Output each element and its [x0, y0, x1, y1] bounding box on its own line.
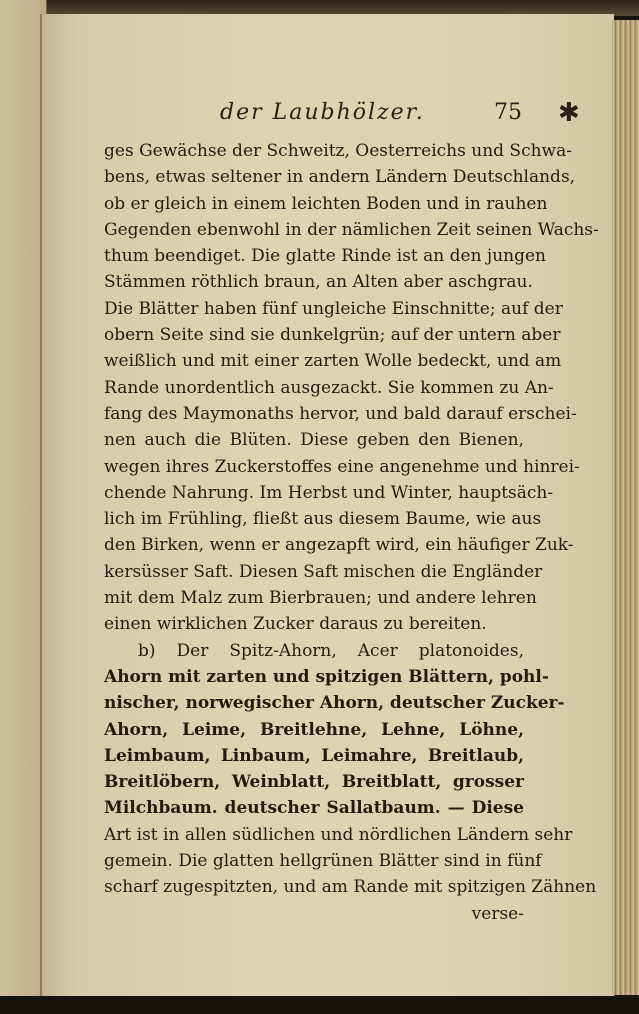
text-line: Ahorn mit zarten und spitzigen Blättern, pohl- [104, 666, 549, 687]
text-line: Ahorn, Leime, Breitlehne, Lehne, Löhne, [104, 719, 524, 740]
ornament-icon: ✱ [558, 98, 580, 128]
text-line: ges Gewächse der Schweitz, Oesterreichs und Schwa- [104, 141, 572, 161]
text-line: Stämmen röthlich braun, an Alten aber aschgrau. [104, 272, 533, 293]
text-line: den Birken, wenn er angezapft wird, ein häufiger Zuk- [104, 535, 574, 556]
text-line: Breitlöbern, Weinblatt, Breitblatt, grosser [104, 772, 524, 793]
text-line: gemein. Die glatten hellgrünen Blätter sind in fünf [104, 851, 542, 872]
background-bottom [0, 996, 639, 1014]
text-line: bens, etwas seltener in andern Ländern Deutschlands, [104, 167, 576, 188]
text-line: lich im Frühling, fließt aus diesem Baume, wie aus [104, 509, 542, 530]
text-line: Rande unordentlich ausgezackt. Sie kommen zu An- [104, 377, 554, 398]
text-line: b) Der Spitz-Ahorn, Acer platonoides, [138, 640, 524, 661]
text-line: wegen ihres Zuckerstoffes eine angenehme und hinrei- [104, 456, 580, 477]
text-line: Milchbaum. deutscher Sallatbaum. — Diese [104, 798, 524, 819]
catchword: verse- [471, 903, 524, 924]
text-line: obern Seite sind sie dunkelgrün; auf der untern aber [104, 325, 561, 346]
text-line: kersüsser Saft. Diesen Saft mischen die Engländer [104, 561, 543, 582]
text-line: Die Blätter haben fünf ungleiche Einschnitte; auf der [104, 298, 563, 319]
text-line: thum beendiget. Die glatte Rinde ist an den jungen [104, 246, 546, 267]
text-line: scharf zugespitzten, und am Rande mit spitzigen Zähnen [104, 877, 597, 898]
text-line: Leimbaum, Linbaum, Leimahre, Breitlaub, [104, 745, 524, 766]
text-line: chende Nahrung. Im Herbst und Winter, hauptsäch- [104, 482, 554, 503]
running-head: der Laubhölzer. [220, 100, 425, 125]
text-line: fang des Maymonaths hervor, und bald darauf erschei- [104, 403, 577, 424]
body-text [104, 138, 599, 927]
page-block-edges [612, 20, 639, 995]
text-line: einen wirklichen Zucker daraus zu bereiten. [104, 614, 487, 635]
text-line: weißlich und mit einer zarten Wolle bedeckt, und am [104, 351, 562, 372]
text-line: nen auch die Blüten. Diese geben den Bienen, [104, 430, 524, 451]
text-line: mit dem Malz zum Bierbrauen; und andere lehren [104, 588, 537, 609]
page-header [220, 98, 580, 132]
text-line: ob er gleich in einem leichten Boden und in rauhen [104, 193, 548, 214]
text-line: Art ist in allen südlichen und nördlichen Ländern sehr [104, 824, 573, 845]
text-line: nischer, norwegischer Ahorn, deutscher Zucker- [104, 693, 565, 714]
page-number: 75 [494, 100, 522, 125]
text-line: Gegenden ebenwohl in der nämlichen Zeit seinen Wachs- [104, 219, 599, 240]
